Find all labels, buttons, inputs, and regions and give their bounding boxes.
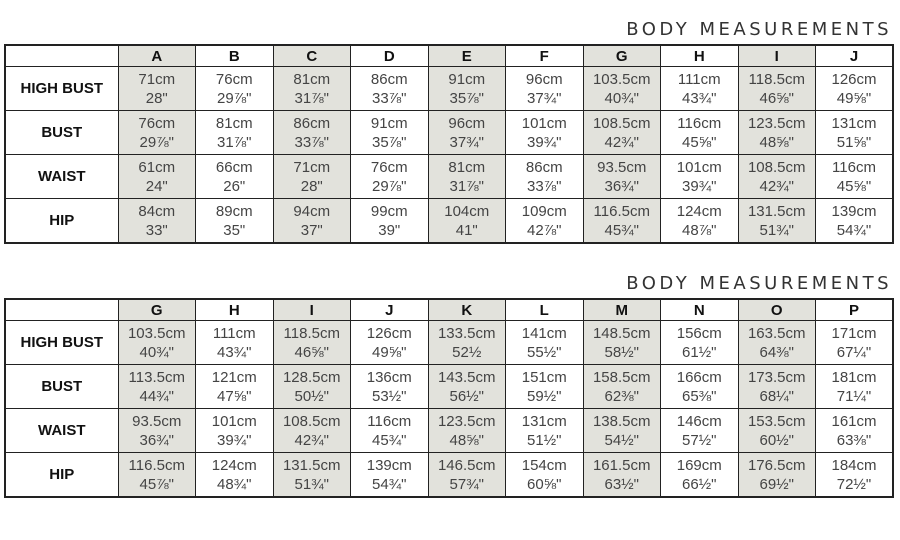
measurement-row [5,67,893,111]
measurement-cell [661,111,739,155]
inch-value: 66½" [681,475,717,493]
cm-value: 146cm [676,412,722,430]
cm-value: 111cm [677,70,721,88]
measurement-cell [816,155,894,199]
measurement-cell [351,321,429,365]
cm-value: 109cm [521,202,567,220]
cm-value: 126cm [831,70,877,88]
measurement-cell [738,111,816,155]
inch-value: 48⅝" [449,431,485,449]
cm-value: 84cm [138,202,176,220]
inch-value: 28" [145,89,168,107]
inch-value: 48¾" [216,475,252,493]
measurement-cell [661,321,739,365]
inch-value: 45⅝" [681,133,717,151]
measurement-table [4,298,894,498]
measurement-cell [738,321,816,365]
cm-value: 104cm [444,202,490,220]
size-header: J [351,299,429,321]
inch-value: 42⅞" [526,221,562,239]
measurement-cell [351,409,429,453]
measurement-cell [118,409,196,453]
inch-value: 33⅞" [371,89,407,107]
measurement-cell [351,111,429,155]
measurement-cell [583,199,661,244]
row-label: HIP [5,199,118,244]
cm-value: 176.5cm [747,456,806,474]
inch-value: 54½" [604,431,640,449]
size-header-row [5,299,893,321]
inch-value: 37¾" [526,89,562,107]
cm-value: 128.5cm [282,368,341,386]
inch-value: 36¾" [604,177,640,195]
measurement-cell [118,199,196,244]
cm-value: 81cm [448,158,486,176]
inch-value: 49⅝" [371,343,407,361]
cm-value: 116.5cm [593,202,650,220]
inch-value: 59½" [526,387,562,405]
cm-value: 76cm [138,114,176,132]
measurement-row [5,453,893,498]
inch-value: 47⅝" [216,387,252,405]
size-header: F [506,45,584,67]
cm-value: 93.5cm [597,158,647,176]
measurement-cell [583,453,661,498]
cm-value: 163.5cm [747,324,806,342]
measurement-cell [428,111,506,155]
cm-value: 143.5cm [437,368,496,386]
cm-value: 91cm [448,70,486,88]
measurement-cell [118,365,196,409]
cm-value: 158.5cm [592,368,651,386]
measurement-cell [661,199,739,244]
size-header: G [118,299,196,321]
inch-value: 41" [455,221,478,239]
measurement-cell [196,199,274,244]
inch-value: 60⅝" [526,475,562,493]
inch-value: 46⅝" [759,89,795,107]
cm-value: 108.5cm [747,158,806,176]
measurement-cell [351,365,429,409]
size-header: A [118,45,196,67]
cm-value: 71cm [293,158,331,176]
cm-value: 131.5cm [747,202,806,220]
measurement-cell [273,67,351,111]
measurement-cell [273,321,351,365]
inch-value: 49⅝" [836,89,872,107]
measurement-row [5,321,893,365]
measurement-row [5,111,893,155]
cm-value: 138.5cm [592,412,651,430]
cm-value: 136cm [366,368,412,386]
cm-value: 121cm [211,368,257,386]
cm-value: 133.5cm [437,324,496,342]
cm-value: 91cm [370,114,408,132]
inch-value: 39¾" [526,133,562,151]
measurement-cell [506,321,584,365]
inch-value: 63½" [604,475,640,493]
measurement-cell [738,409,816,453]
inch-value: 52½ [452,343,482,361]
cm-value: 153.5cm [747,412,806,430]
cm-value: 141cm [521,324,567,342]
cm-value: 99cm [370,202,408,220]
measurement-cell [583,321,661,365]
measurement-cell [583,111,661,155]
measurement-cell [661,365,739,409]
inch-value: 42¾" [759,177,795,195]
cm-value: 169cm [676,456,722,474]
size-header: M [583,299,661,321]
measurement-cell [273,199,351,244]
inch-value: 58½" [604,343,640,361]
measurement-cell [506,155,584,199]
measurement-cell [196,155,274,199]
inch-value: 45¾" [604,221,640,239]
cm-value: 161cm [831,412,877,430]
size-header: I [738,45,816,67]
measurement-cell [583,67,661,111]
inch-value: 62⅜" [604,387,640,405]
cm-value: 76cm [370,158,408,176]
measurement-cell [661,155,739,199]
size-header: E [428,45,506,67]
measurement-cell [661,453,739,498]
inch-value: 39" [378,221,401,239]
inch-value: 54¾" [836,221,872,239]
inch-value: 37" [300,221,323,239]
inch-value: 53½" [371,387,407,405]
measurement-cell [118,453,196,498]
cm-value: 61cm [138,158,176,176]
cm-value: 124cm [211,456,257,474]
measurement-cell [738,67,816,111]
cm-value: 184cm [831,456,877,474]
cm-value: 81cm [293,70,331,88]
cm-value: 139cm [366,456,412,474]
inch-value: 63⅜" [836,431,872,449]
measurement-cell [273,365,351,409]
size-header: O [738,299,816,321]
measurement-cell [816,365,894,409]
corner-cell [5,299,118,321]
measurement-cell [506,111,584,155]
cm-value: 116cm [832,158,876,176]
cm-value: 101cm [676,158,722,176]
cm-value: 66cm [215,158,253,176]
inch-value: 35⅞" [371,133,407,151]
measurement-cell [273,155,351,199]
inch-value: 45⅞" [139,475,175,493]
measurement-cell [816,199,894,244]
row-label: BUST [5,111,118,155]
inch-value: 55½" [526,343,562,361]
measurement-cell [196,453,274,498]
measurement-cell [196,409,274,453]
cm-value: 111cm [212,324,256,342]
measurement-row [5,409,893,453]
cm-value: 131cm [521,412,567,430]
measurement-cell [738,365,816,409]
measurement-cell [738,155,816,199]
cm-value: 103.5cm [127,324,186,342]
inch-value: 43¾" [681,89,717,107]
inch-value: 35⅞" [449,89,485,107]
measurement-row [5,365,893,409]
cm-value: 89cm [215,202,253,220]
measurement-cell [506,409,584,453]
cm-value: 81cm [215,114,253,132]
size-header: B [196,45,274,67]
inch-value: 65⅜" [681,387,717,405]
size-header: C [273,45,351,67]
measurement-cell [583,365,661,409]
measurement-cell [816,67,894,111]
measurement-table [4,44,894,244]
cm-value: 166cm [676,368,722,386]
measurement-cell [428,199,506,244]
inch-value: 31⅞" [294,89,330,107]
measurement-chart-2 [4,270,894,498]
measurement-cell [428,365,506,409]
cm-value: 131.5cm [282,456,341,474]
inch-value: 48⅝" [759,133,795,151]
inch-value: 51½" [526,431,562,449]
measurement-cell [428,155,506,199]
inch-value: 39¾" [216,431,252,449]
measurement-cell [816,409,894,453]
cm-value: 123.5cm [437,412,496,430]
inch-value: 51¾" [759,221,795,239]
cm-value: 86cm [370,70,408,88]
cm-value: 71cm [138,70,176,88]
measurement-row [5,155,893,199]
inch-value: 67¼" [836,343,872,361]
measurement-cell [661,409,739,453]
measurement-cell [118,111,196,155]
inch-value: 39¾" [681,177,717,195]
row-label: HIGH BUST [5,67,118,111]
inch-value: 69½" [759,475,795,493]
cm-value: 151cm [521,368,567,386]
inch-value: 57¾" [449,475,485,493]
measurement-cell [583,409,661,453]
measurement-cell [351,199,429,244]
cm-value: 94cm [293,202,331,220]
cm-value: 108.5cm [592,114,651,132]
measurement-cell [506,365,584,409]
cm-value: 156cm [676,324,722,342]
inch-value: 46⅝" [294,343,330,361]
cm-value: 161.5cm [592,456,651,474]
cm-value: 118.5cm [748,70,805,88]
measurement-cell [506,67,584,111]
measurement-cell [583,155,661,199]
inch-value: 68¼" [759,387,795,405]
inch-value: 54¾" [371,475,407,493]
inch-value: 36¾" [139,431,175,449]
row-label: HIGH BUST [5,321,118,365]
size-header: K [428,299,506,321]
cm-value: 123.5cm [747,114,806,132]
inch-value: 71¼" [836,387,872,405]
cm-value: 86cm [525,158,563,176]
measurement-cell [196,111,274,155]
cm-value: 86cm [293,114,331,132]
inch-value: 26" [223,177,246,195]
cm-value: 154cm [521,456,567,474]
inch-value: 51¾" [294,475,330,493]
inch-value: 29⅞" [139,133,175,151]
measurement-cell [118,67,196,111]
cm-value: 171cm [831,324,877,342]
inch-value: 64⅜" [759,343,795,361]
measurement-cell [351,67,429,111]
inch-value: 50½" [294,387,330,405]
measurement-cell [738,453,816,498]
measurement-cell [661,67,739,111]
measurement-cell [816,453,894,498]
inch-value: 42¾" [294,431,330,449]
inch-value: 72½" [836,475,872,493]
corner-cell [5,45,118,67]
measurement-cell [428,67,506,111]
inch-value: 33" [145,221,168,239]
row-label: HIP [5,453,118,498]
cm-value: 108.5cm [282,412,341,430]
size-header: H [196,299,274,321]
measurement-cell [738,199,816,244]
size-header: N [661,299,739,321]
chart-title: BODY MEASUREMENTS [626,19,892,40]
inch-value: 48⅞" [681,221,717,239]
inch-value: 61½" [681,343,717,361]
cm-value: 118.5cm [283,324,340,342]
cm-value: 76cm [215,70,253,88]
size-header: H [661,45,739,67]
cm-value: 131cm [831,114,877,132]
inch-value: 29⅞" [371,177,407,195]
cm-value: 139cm [831,202,877,220]
cm-value: 103.5cm [592,70,651,88]
cm-value: 124cm [676,202,722,220]
inch-value: 40¾" [139,343,175,361]
cm-value: 181cm [831,368,877,386]
inch-value: 43¾" [216,343,252,361]
inch-value: 56½" [449,387,485,405]
inch-value: 33⅞" [294,133,330,151]
cm-value: 96cm [448,114,486,132]
inch-value: 35" [223,221,246,239]
inch-value: 37¾" [449,133,485,151]
measurement-cell [196,321,274,365]
size-header: G [583,45,661,67]
inch-value: 31⅞" [216,133,252,151]
measurement-cell [196,67,274,111]
measurement-cell [273,409,351,453]
cm-value: 146.5cm [437,456,496,474]
measurement-cell [506,453,584,498]
inch-value: 60½" [759,431,795,449]
cm-value: 113.5cm [128,368,185,386]
measurement-cell [506,199,584,244]
measurement-cell [428,453,506,498]
measurement-row [5,199,893,244]
inch-value: 42¾" [604,133,640,151]
measurement-cell [118,155,196,199]
size-header-row [5,45,893,67]
cm-value: 126cm [366,324,412,342]
cm-value: 116cm [367,412,412,430]
cm-value: 101cm [521,114,567,132]
size-header: D [351,45,429,67]
measurement-cell [816,111,894,155]
row-label: BUST [5,365,118,409]
inch-value: 45¾" [371,431,407,449]
measurement-cell [273,453,351,498]
measurement-cell [428,321,506,365]
measurement-cell [273,111,351,155]
inch-value: 29⅞" [216,89,252,107]
measurement-chart-1 [4,16,894,244]
inch-value: 28" [300,177,323,195]
inch-value: 24" [145,177,168,195]
cm-value: 173.5cm [747,368,806,386]
measurement-cell [428,409,506,453]
inch-value: 57½" [681,431,717,449]
inch-value: 45⅝" [836,177,872,195]
measurement-cell [118,321,196,365]
size-header: I [273,299,351,321]
size-header: J [816,45,894,67]
inch-value: 51⅝" [836,133,872,151]
cm-value: 148.5cm [592,324,651,342]
measurement-cell [816,321,894,365]
cm-value: 93.5cm [132,412,182,430]
measurement-cell [351,453,429,498]
inch-value: 31⅞" [449,177,485,195]
size-header: L [506,299,584,321]
inch-value: 40¾" [604,89,640,107]
row-label: WAIST [5,409,118,453]
size-header: P [816,299,894,321]
measurement-cell [196,365,274,409]
cm-value: 116.5cm [128,456,185,474]
cm-value: 116cm [677,114,722,132]
cm-value: 101cm [211,412,257,430]
measurement-cell [351,155,429,199]
chart-title: BODY MEASUREMENTS [626,273,892,294]
inch-value: 44¾" [139,387,175,405]
cm-value: 96cm [525,70,563,88]
row-label: WAIST [5,155,118,199]
inch-value: 33⅞" [526,177,562,195]
